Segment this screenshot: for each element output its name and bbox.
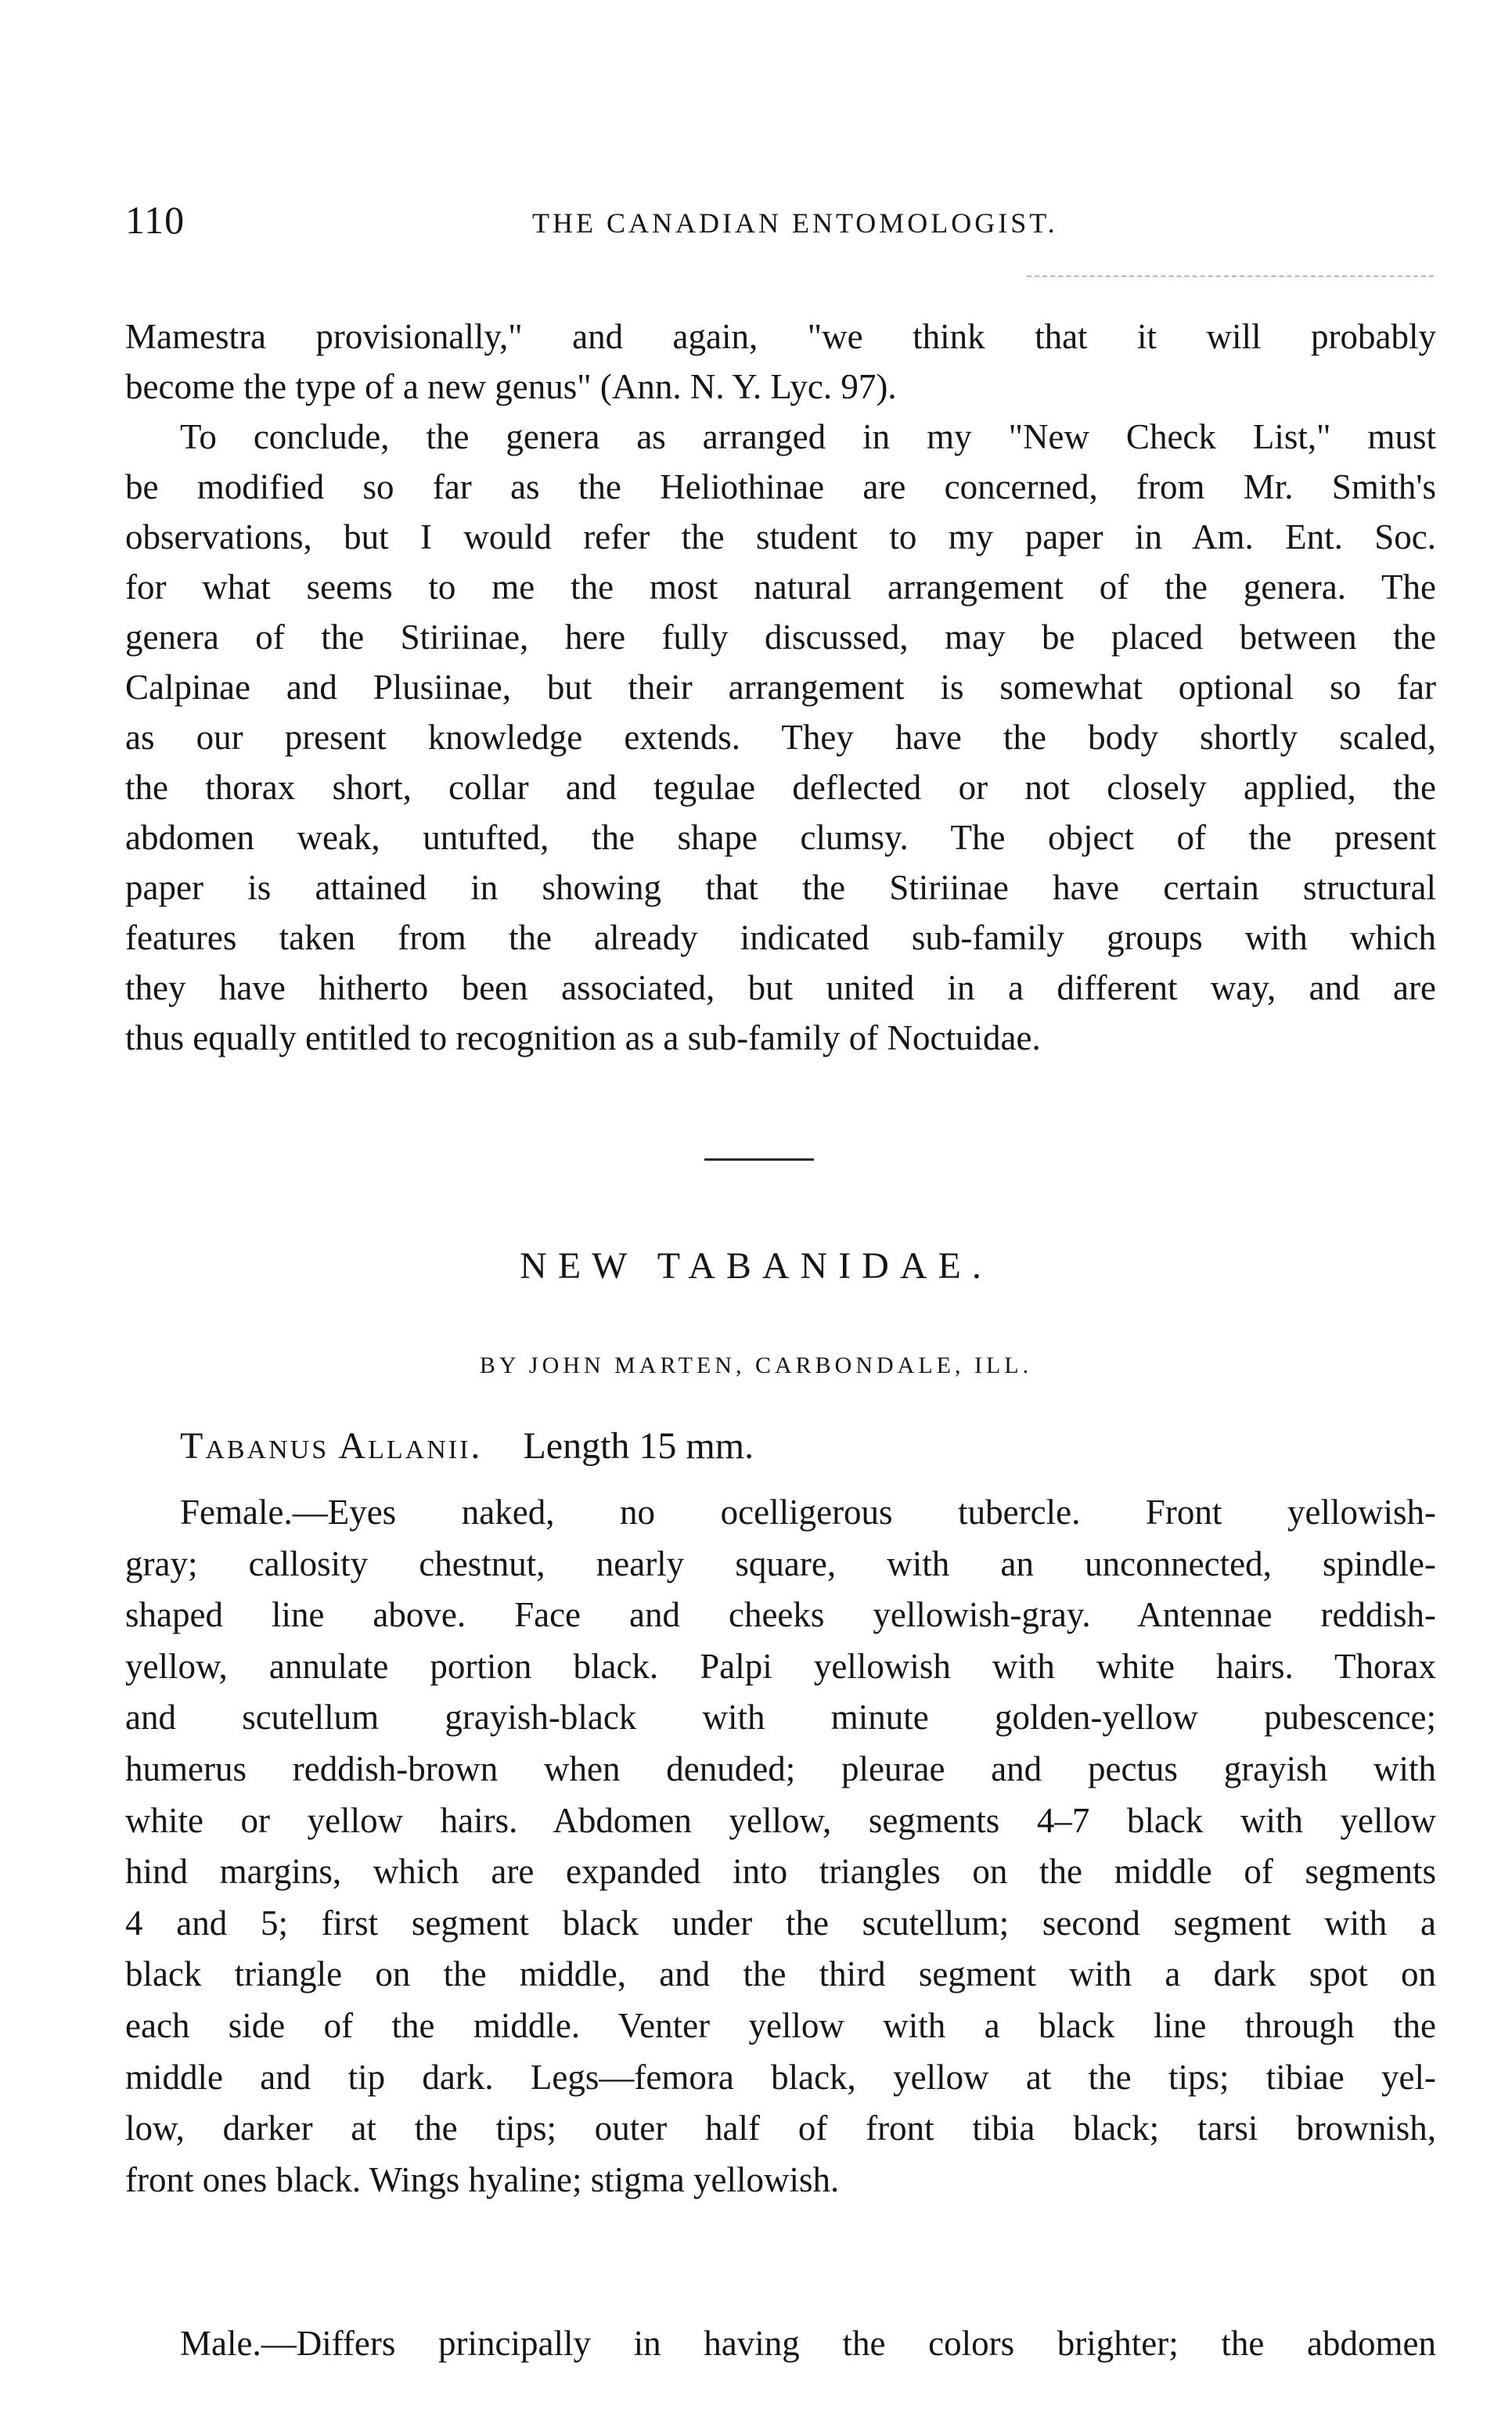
header-rule — [1027, 276, 1434, 279]
author-byline: BY JOHN MARTEN, CARBONDALE, ILL. — [479, 1352, 1033, 1378]
text-line: shaped line above. Face and cheeks yellowish-gray. Antennae reddish- — [125, 1595, 1436, 1635]
male-description — [125, 2317, 1436, 2370]
text-line: Calpinae and Plusiinae, but their arrangement is somewhat optional so far — [125, 668, 1436, 707]
species-heading — [180, 1424, 754, 1468]
text-line: 4 and 5; first segment black under the scutellum; second segment with a — [125, 1903, 1436, 1943]
text-line: for what seems to me the most natural arrangement of the genera. The — [125, 567, 1436, 607]
text-line: thus equally entitled to recognition as a sub-family of Noctuidae. — [125, 1018, 1041, 1057]
species-length: Length 15 mm. — [523, 1425, 754, 1467]
text-line: abdomen weak, untufted, the shape clumsy. The object of the present — [125, 818, 1436, 857]
text-line: yellow, annulate portion black. Palpi yellowish with white hairs. Thorax — [125, 1646, 1436, 1686]
text-line: Female.—Eyes naked, no ocelligerous tubercle. Front yellowish- — [180, 1493, 1436, 1532]
text-line: Mamestra provisionally," and again, "we think that it will probably — [125, 317, 1436, 356]
text-line: genera of the Stiriinae, here fully discussed, may be placed between the — [125, 618, 1436, 657]
species-name: Tabanus Allanii. — [180, 1425, 483, 1467]
text-line: humerus reddish-brown when denuded; pleurae and pectus grayish with — [125, 1749, 1436, 1788]
text-line: middle and tip dark. Legs—femora black, yellow at the tips; tibiae yel- — [125, 2057, 1436, 2097]
text-line: and scutellum grayish-black with minute golden-yellow pubescence; — [125, 1698, 1436, 1738]
text-line: paper is attained in showing that the Stiriinae have certain structural — [125, 868, 1436, 907]
text-line: Male.—Differs principally in having the colors brighter; the abdomen — [180, 2324, 1436, 2363]
female-description — [125, 1487, 1436, 2206]
text-line: low, darker at the tips; outer half of front tibia black; tarsi brownish, — [125, 2109, 1436, 2148]
continued-paragraph — [125, 312, 1436, 1063]
text-line: white or yellow hairs. Abdomen yellow, segments 4–7 black with yellow — [125, 1800, 1436, 1840]
section-divider — [704, 1158, 814, 1161]
page-number: 110 — [125, 198, 185, 242]
text-line: observations, but I would refer the student to my paper in Am. Ent. Soc. — [125, 517, 1436, 556]
text-line: each side of the middle. Venter yellow with a black line through the — [125, 2005, 1436, 2045]
text-line: To conclude, the genera as arranged in my "New Check List," must — [180, 417, 1436, 456]
text-line: front ones black. Wings hyaline; stigma yellowish. — [125, 2159, 840, 2199]
text-line: become the type of a new genus" (Ann. N. Y. Lyc. 97). — [125, 367, 897, 406]
text-line: features taken from the already indicated sub-family groups with which — [125, 918, 1436, 957]
article-title: NEW TABANIDAE. — [520, 1245, 992, 1287]
text-line: as our present knowledge extends. They have the body shortly scaled, — [125, 718, 1436, 757]
text-line: black triangle on the middle, and the third segment with a dark spot on — [125, 1954, 1436, 1994]
text-line: hind margins, which are expanded into triangles on the middle of segments — [125, 1852, 1436, 1892]
text-line: they have hitherto been associated, but united in a different way, and are — [125, 968, 1436, 1007]
journal-title: THE CANADIAN ENTOMOLOGIST. — [532, 207, 1058, 239]
running-head — [125, 197, 1434, 252]
text-line: gray; callosity chestnut, nearly square, with an unconnected, spindle- — [125, 1543, 1436, 1583]
text-line: be modified so far as the Heliothinae are concerned, from Mr. Smith's — [125, 467, 1436, 506]
text-line: the thorax short, collar and tegulae deflected or not closely applied, the — [125, 768, 1436, 807]
